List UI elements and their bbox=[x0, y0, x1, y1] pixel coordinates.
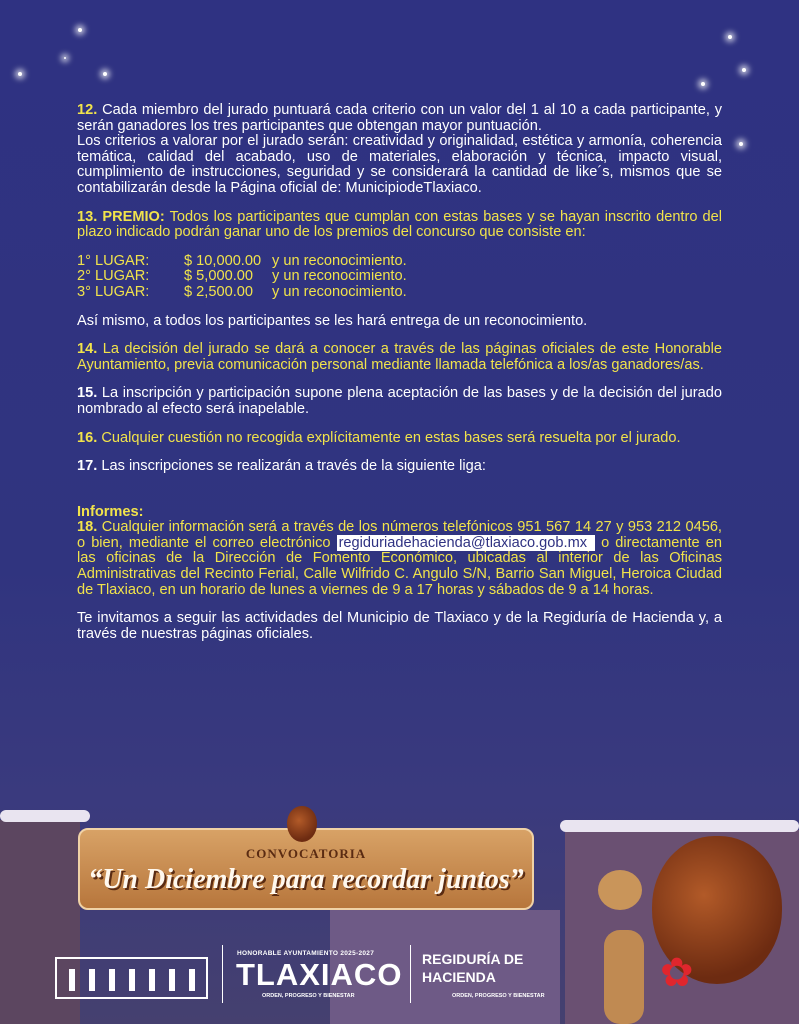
paragraph-invite: Te invitamos a seguir las actividades del Municipio de Tlaxiaco y de la Regiduría de Hacienda y, a través de nuestras páginas oficiales. bbox=[77, 610, 722, 642]
column bbox=[129, 969, 135, 991]
regiduria-line1: REGIDURÍA DE bbox=[422, 951, 524, 967]
paragraph-15 bbox=[77, 386, 722, 417]
pinecone-icon bbox=[287, 806, 317, 842]
paragraph-informes bbox=[77, 505, 722, 599]
paragraph-text: La decisión del jurado se dará a conocer a través de las páginas oficiales de este Honorable Ayuntamiento, previa comunicación personal mediante llamada telefónica a los/as ganadores/as. bbox=[77, 341, 722, 373]
sparkle-star bbox=[742, 68, 746, 72]
sparkle-star bbox=[728, 35, 732, 39]
banner-slogan: “Un Diciembre para recordar juntos” bbox=[88, 864, 524, 895]
column bbox=[149, 969, 155, 991]
snow-roof bbox=[0, 810, 90, 822]
column bbox=[89, 969, 95, 991]
sparkle-star bbox=[739, 142, 743, 146]
prize-amount: $ 5,000.00 bbox=[184, 268, 253, 285]
divider bbox=[222, 945, 223, 1003]
paragraph-12 bbox=[77, 103, 722, 197]
paragraph-text: Cualquier cuestión no recogida explícitamente en estas bases será resuelta por el jurado. bbox=[101, 429, 681, 446]
divider bbox=[410, 945, 411, 1003]
item-number: 18. bbox=[77, 519, 98, 536]
paragraph-asimismo: Así mismo, a todos los participantes se les hará entrega de un reconocimiento. bbox=[77, 312, 588, 329]
tlaxiaco-logo-text: TLAXIACO bbox=[236, 957, 403, 992]
item-number: 12. bbox=[77, 102, 98, 118]
prize-extra: y un reconocimiento. bbox=[272, 283, 407, 300]
sparkle-star bbox=[64, 57, 66, 59]
prize-extra: y un reconocimiento. bbox=[272, 268, 407, 285]
item-number: 15. bbox=[77, 385, 98, 402]
regiduria-line2: HACIENDA bbox=[422, 969, 496, 985]
banner-title: CONVOCATORIA bbox=[245, 846, 367, 861]
paragraph-text: Los criterios a valorar por el jurado serán: creatividad y originalidad, estética y armonía, coherencia temática, calidad del acabado, uso de materiales, elaboración y técnica, impacto visual, cumplimiento de instrucciones, seguridad y se considerará la cantidad de like´s, mismos que se contabilizarán desde la Página oficial de: MunicipiodeTlaxiaco. bbox=[77, 133, 722, 196]
sparkle-star bbox=[78, 28, 82, 32]
item-number: 16. bbox=[77, 429, 98, 446]
prize-place: 3° LUGAR: bbox=[77, 283, 150, 300]
paragraph-text: Las inscripciones se realizarán a través de la siguiente liga: bbox=[101, 458, 486, 475]
paragraph-text: Cada miembro del jurado puntuará cada criterio con un valor del 1 al 10 a cada participante, y serán ganadores los tres participantes que obtengan mayor puntuación. bbox=[77, 102, 722, 134]
regiduria-logo-text bbox=[422, 950, 523, 986]
informes-title: Informes: bbox=[77, 503, 144, 520]
paragraph-text: Cualquier información será a través de los números telefónicos 951 567 14 27 y 953 212 0456, o bien, mediante el correo electrónico bbox=[77, 519, 722, 551]
prize-amount: $ 2,500.00 bbox=[184, 283, 253, 300]
item-number: 13. PREMIO: bbox=[77, 208, 165, 225]
regiduria-motto: ORDEN, PROGRESO Y BIENESTAR bbox=[452, 993, 545, 999]
document-body bbox=[77, 103, 722, 655]
prize-extra: y un reconocimiento. bbox=[272, 252, 407, 269]
prize-row bbox=[77, 269, 722, 285]
item-number: 14. bbox=[77, 341, 98, 358]
sparkle-star bbox=[18, 72, 22, 76]
email-link[interactable]: regiduriadehacienda@tlaxiaco.gob.mx bbox=[337, 535, 595, 551]
item-number: 17. bbox=[77, 458, 98, 475]
sparkle-star bbox=[701, 82, 705, 86]
prize-amount: $ 10,000.00 bbox=[184, 252, 262, 269]
paragraph-text: o directamente en las oficinas de la Dirección de Fomento Económico, ubicadas al interior de las Oficinas Administrativas del Recinto Ferial, Calle Wilfrido C. Angulo S/N, Barrio San Miguel, Heroica Ciudad de Tlaxiaco, en un horario de lunes a viernes de 9 a 17 horas y sábados de 9 a 14 horas. bbox=[77, 534, 722, 598]
footer bbox=[0, 945, 799, 1024]
paragraph-14 bbox=[77, 342, 722, 373]
paragraph-17 bbox=[77, 459, 722, 475]
prize-row bbox=[77, 254, 722, 270]
prize-place: 2° LUGAR: bbox=[77, 268, 150, 285]
paragraph-13 bbox=[77, 210, 722, 241]
sparkle-star bbox=[103, 72, 107, 76]
tlaxiaco-motto: ORDEN, PROGRESO Y BIENESTAR bbox=[262, 993, 355, 999]
column bbox=[189, 969, 195, 991]
municipal-palace-logo bbox=[55, 957, 208, 999]
snow-roof bbox=[560, 820, 799, 832]
prize-row bbox=[77, 285, 722, 301]
prize-place: 1° LUGAR: bbox=[77, 252, 150, 269]
ayuntamiento-label: HONORABLE AYUNTAMIENTO 2025-2027 bbox=[237, 950, 375, 957]
paragraph-16 bbox=[77, 431, 722, 447]
prize-list bbox=[77, 254, 722, 301]
paragraph-text: La inscripción y participación supone plena aceptación de las bases y de la decisión del jurado nombrado al efecto será inapelable. bbox=[77, 385, 722, 417]
column bbox=[109, 969, 115, 991]
red-bow-icon: ✿ bbox=[660, 951, 694, 995]
column bbox=[69, 969, 75, 991]
paragraph-text: Todos los participantes que cumplan con estas bases y se hayan inscrito dentro del plazo indicado podrán ganar uno de los premios del concurso que consiste en: bbox=[77, 208, 722, 241]
column bbox=[169, 969, 175, 991]
